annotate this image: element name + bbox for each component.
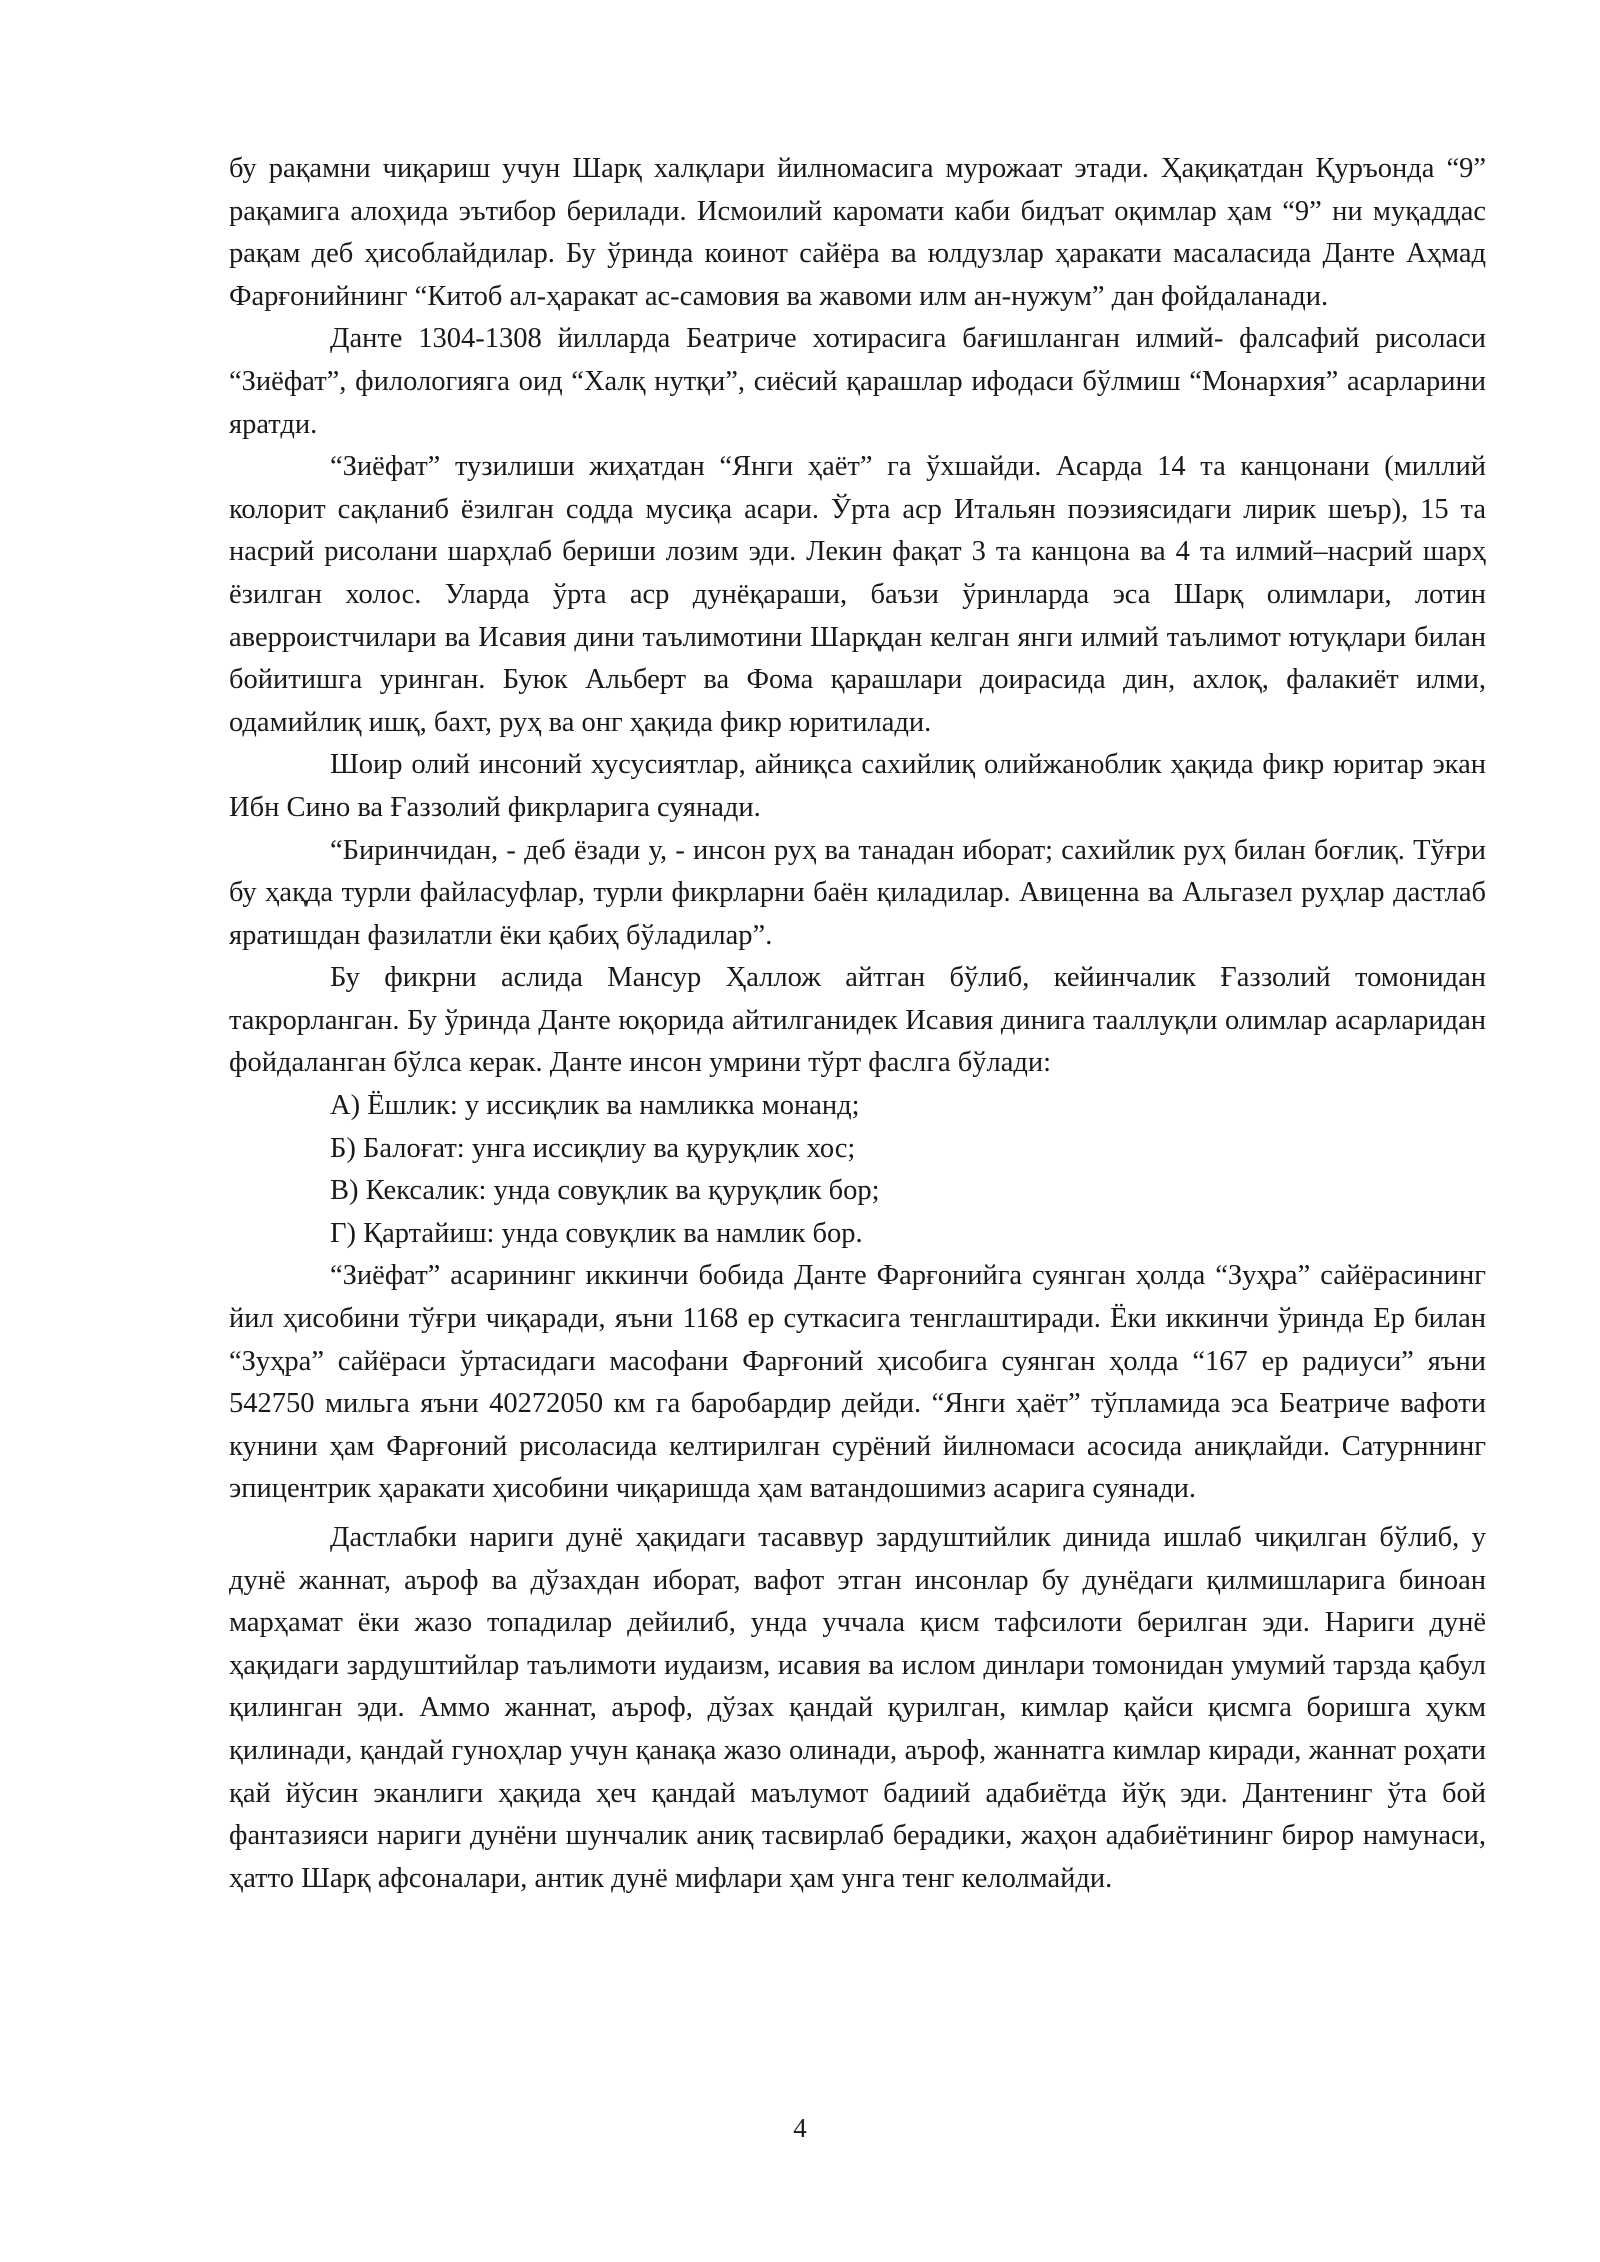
paragraph-venus-calculation: “Зиёфат” асарининг иккинчи бобида Данте Фарғонийга суянган ҳолда “Зуҳра” сайёрасининг йил ҳисобини тўғри чиқаради, яъни 1168 ер суткасига тенглаштиради. Ёки иккинчи ўринда Ер билан “Зуҳра” сайёраси ўртасидаги масофани Фарғоний ҳисобига суянган ҳолда “167 ер радиуси” яъни 542750 мильга яъни 40272050 км га баробардир дейди. “Янги ҳаёт” тўпламида эса Беатриче вафоти кунини ҳам Фарғоний рисоласида келтирилган сурёний йилномаси асосида аниқлайди. Сатурннинг эпицентрик ҳаракати ҳисобини чиқаришда ҳам ватандошимиз асарига суянади.	[229, 1260, 1486, 1505]
list-item-youth: А) Ёшлик: у иссиқлик ва намликка монанд;	[330, 1090, 860, 1122]
document-body	[229, 148, 1486, 1900]
list-item-old-age: В) Кексалик: унда совуқлик ва қуруқлик бор;	[330, 1175, 880, 1207]
paragraph-quote: “Биринчидан, - деб ёзади у, - инсон руҳ ва танадан иборат; сахийлик руҳ билан боғлиқ. Тўғри бу ҳақда турли файласуфлар, турли фикрларни баён қиладилар. Авиценна ва Альгазел руҳлар дастлаб яратишдан фазилатли ёки қабиҳ бўладилар”.	[229, 834, 1486, 951]
list-item-senility: Г) Қартайиш: унда совуқлик ва намлик бор.	[330, 1217, 863, 1249]
paragraph-works-1304-1308: Данте 1304-1308 йилларда Беатриче хотирасига бағишланган илмий- фалсафий рисоласи “Зиёфат”, филологияга оид “Халқ нутқи”, сиёсий қарашлар ифодаси бўлмиш “Монархия” асарларини яратди.	[229, 323, 1486, 440]
paragraph-ziyofat-structure: “Зиёфат” тузилиши жиҳатдан “Янги ҳаёт” га ўхшайди. Асарда 14 та канцонани (миллий колорит сақланиб ёзилган содда мусиқа асари. Ўрта аср Итальян поэзиясидаги лирик шеър), 15 та насрий рисолани шарҳлаб бериши лозим эди. Лекин фақат 3 та канцона ва 4 та илмий–насрий шарҳ ёзилган холос. Уларда ўрта аср дунёқараши, баъзи ўринларда эса Шарқ олимлари, лотин аверроистчилари ва Исавия дини таълимотини Шарқдан келган янги илмий таълимот ютуқлари билан бойитишга уринган. Буюк Альберт ва Фома қарашлари доирасида дин, ахлоқ, фалакиёт илми, одамийлиқ ишқ, бахт, руҳ ва онг ҳақида фикр юритилади.	[229, 451, 1486, 738]
paragraph-afterlife: Дастлабки нариги дунё ҳақидаги тасаввур зардуштийлик динида ишлаб чиқилган бўлиб, у дунё жаннат, аъроф ва дўзахдан иборат, вафот этган инсонлар бу дунёдаги қилмишларига биноан марҳамат ёки жазо топадилар дейилиб, унда уччала қисм тафсилоти берилган эди. Нариги дунё ҳақидаги зардуштийлар таълимоти иудаизм, исавия ва ислом динлари томонидан умумий тарзда қабул қилинган эди. Аммо жаннат, аъроф, дўзах қандай қурилган, кимлар қайси қисмга боришга ҳукм қилинади, қандай гуноҳлар учун қанақа жазо олинади, аъроф, жаннатга кимлар киради, жаннат роҳати қай йўсин эканлиги ҳақида ҳеч қандай маълумот бадиий адабиётда йўқ эди. Дантенинг ўта бой фантазияси нариги дунёни шунчалик аниқ тасвирлаб берадики, жаҳон адабиётининг бирор намунаси, ҳатто Шарқ афсоналари, антик дунё мифлари ҳам унга тенг келолмайди.	[229, 1522, 1486, 1894]
paragraph-generosity: Шоир олий инсоний хусусиятлар, айниқса сахийлиқ олийжаноблик ҳақида фикр юритар экан Ибн Сино ва Ғаззолий фикрларига суянади.	[229, 749, 1486, 823]
page-number: 4	[793, 2113, 807, 2143]
paragraph-continuation: бу рақамни чиқариш учун Шарқ халқлари йилномасига мурожаат этади. Ҳақиқатдан Қуръонда “9” рақамига алоҳида эътибор берилади. Исмоилий каромати каби бидъат оқимлар ҳам “9” ни муқаддас рақам деб ҳисоблайдилар. Бу ўринда коинот сайёра ва юлдузлар ҳаракати масаласида Данте Аҳмад Фарғонийнинг “Китоб ал-ҳаракат ас-самовия ва жавоми илм ан-нужум” дан фойдаланади.	[229, 153, 1486, 312]
list-item-maturity: Б) Балоғат: унга иссиқлиу ва қуруқлик хос;	[330, 1132, 856, 1164]
paragraph-four-seasons-intro: Бу фикрни аслида Мансур Ҳаллож айтган бўлиб, кейинчалик Ғаззолий томонидан такрорланган. Бу ўринда Данте юқорида айтилганидек Исавия динига тааллуқли олимлар асарларидан фойдаланган бўлса керак. Данте инсон умрини тўрт фаслга бўлади:	[229, 962, 1486, 1079]
